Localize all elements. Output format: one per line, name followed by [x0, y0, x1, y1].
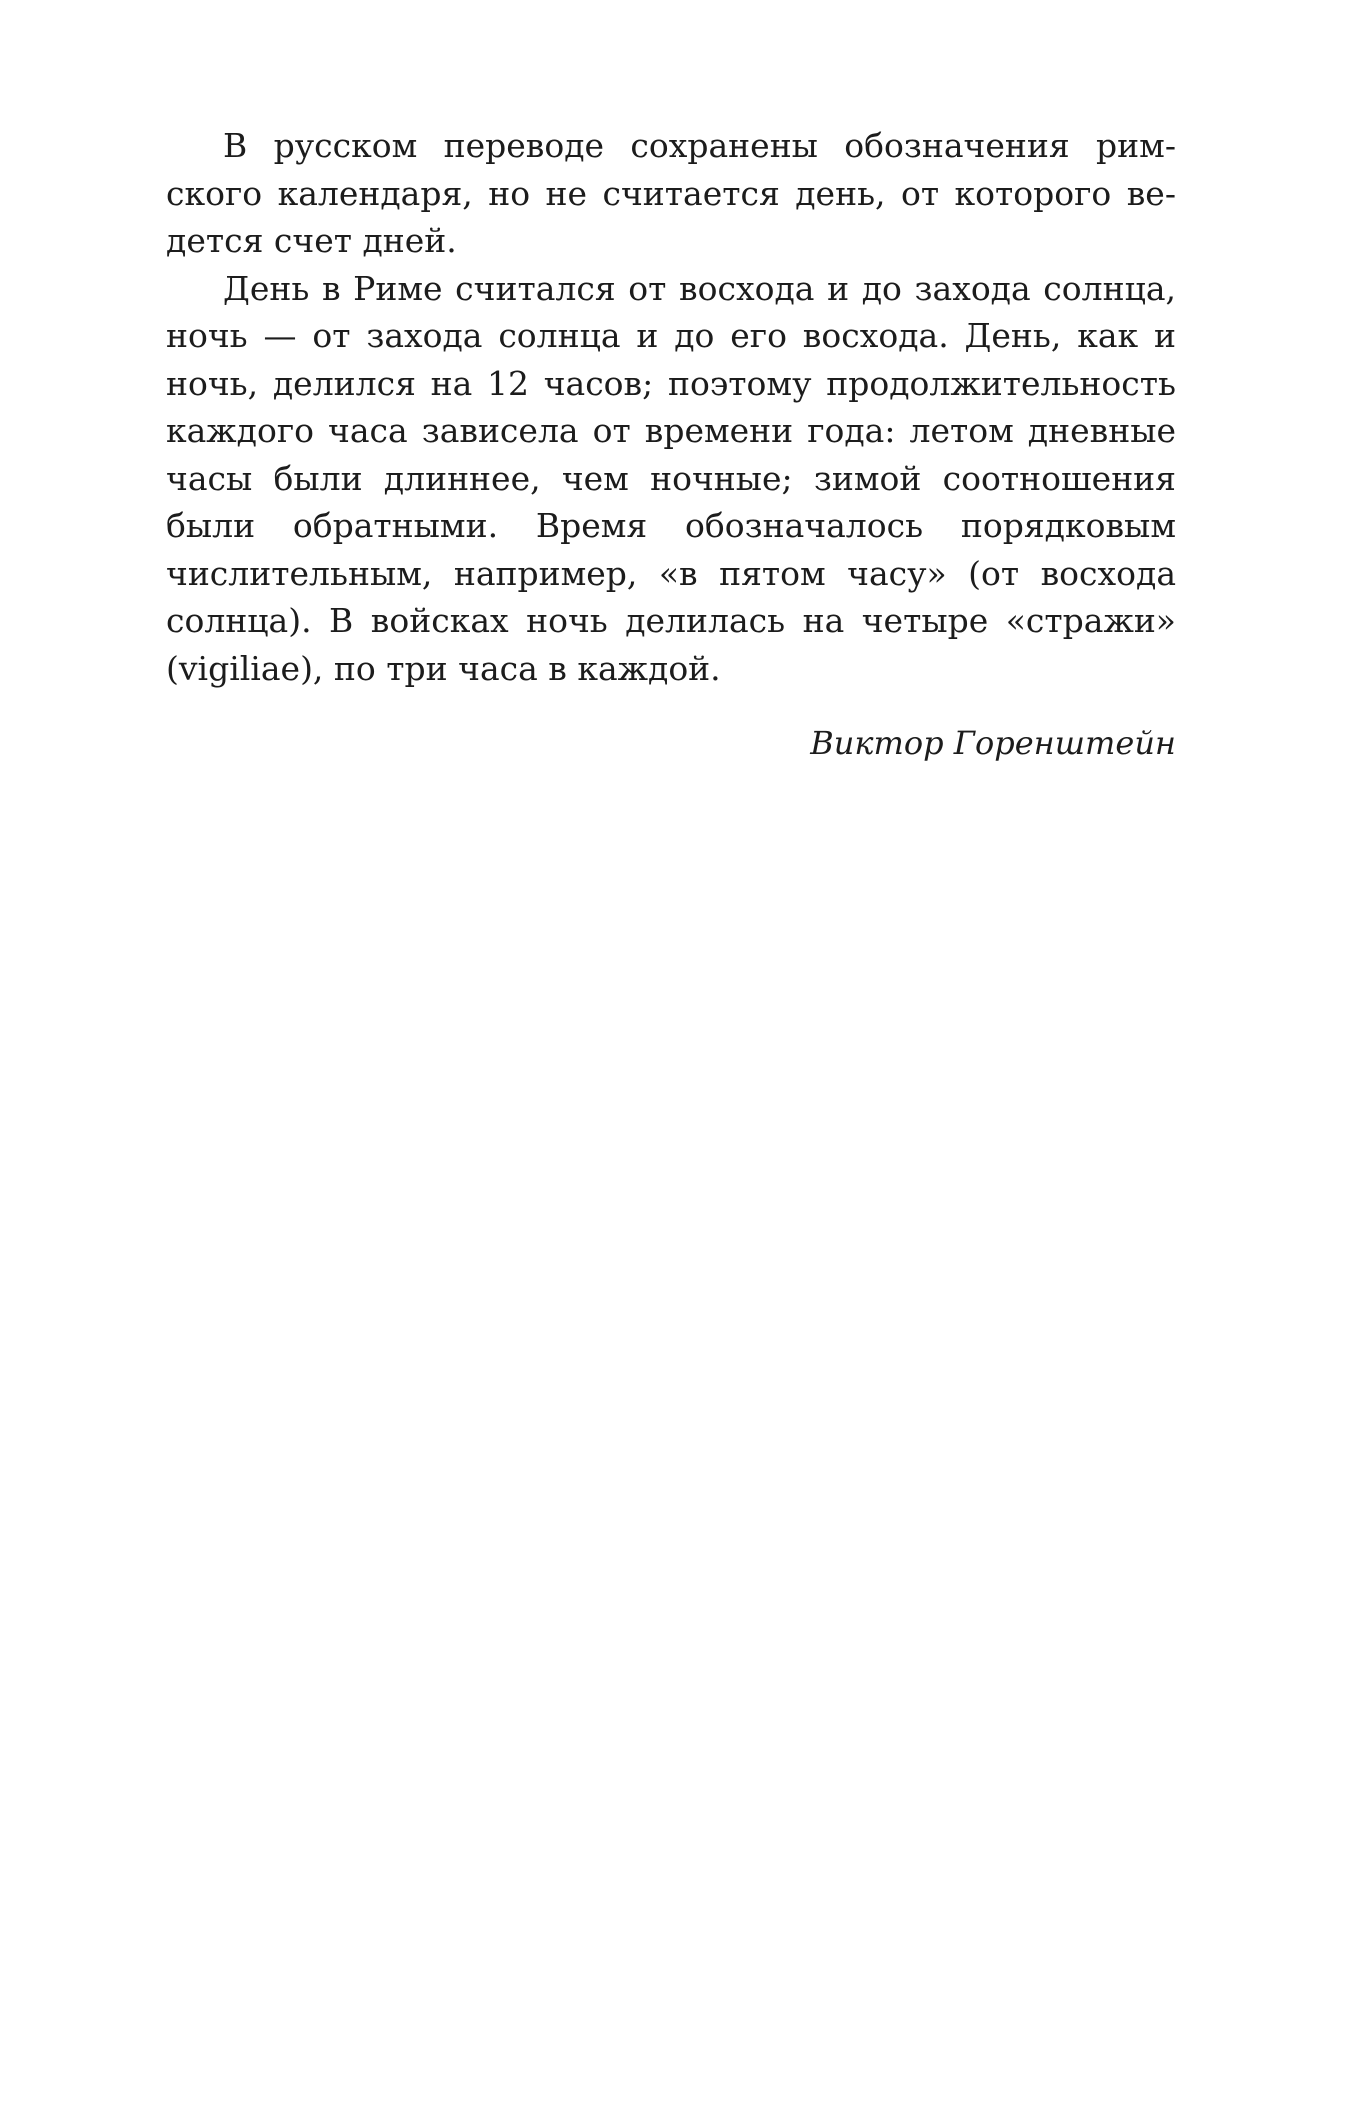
main-text [166, 122, 1176, 692]
paragraph-roman-hours: День в Риме считался от восхода и до захода солнца, ночь — от захода солнца и до его восхода. День, как и ночь, делился на 12 часов; поэтому продолжительность каждого часа зависела от времени года: летом дневные часы были длиннее, чем ночные; зимой соотношения были обратными. Время обозначалось порядковым числительным, например, «в пятом часу» (от восхода солнца). В войсках ночь делилась на четыре «стражи» (vigiliae), по три часа в каждой. [166, 268, 1176, 688]
paragraph-calendar-note: В русском переводе сохранены обозначения римского календаря, но не считается день, от которого ведется счет дней. [166, 126, 1176, 260]
author-signature: Виктор Горенштейн [810, 724, 1176, 762]
